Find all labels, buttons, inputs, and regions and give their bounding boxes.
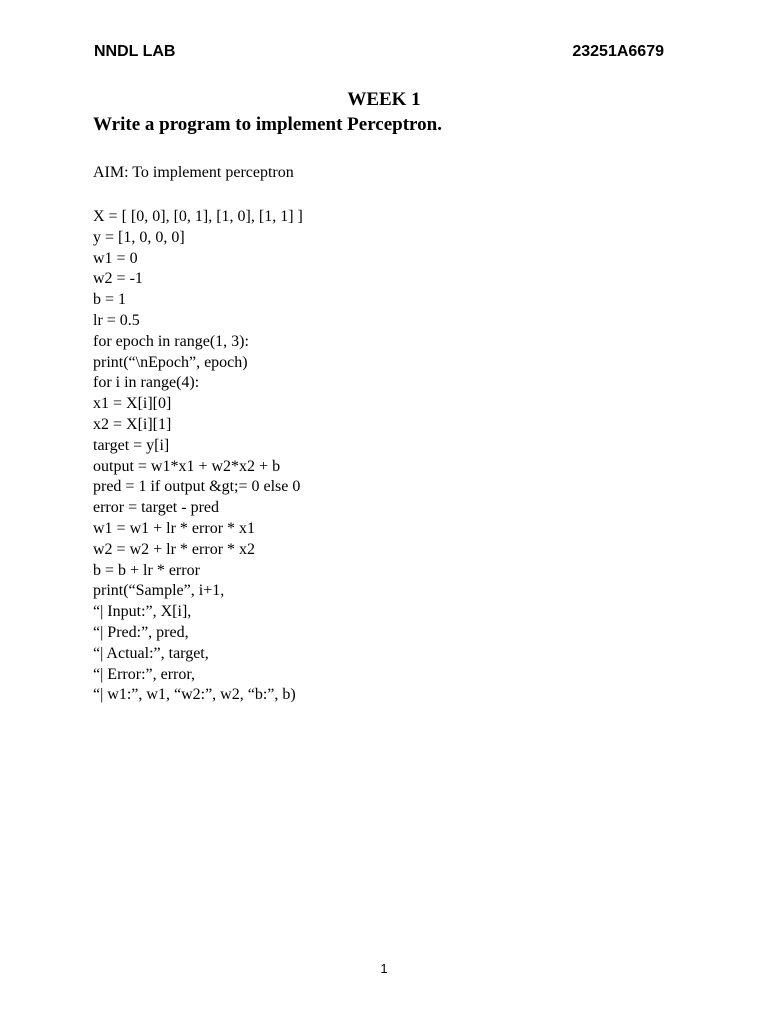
page-number: 1 xyxy=(380,961,388,976)
code-line: x1 = X[i][0] xyxy=(93,395,172,413)
code-line: for epoch in range(1, 3): xyxy=(93,332,249,350)
code-line: “| Error:”, error, xyxy=(93,665,196,683)
code-line: print(“Sample”, i+1, xyxy=(93,582,225,600)
code-line: X = [ [0, 0], [0, 1], [1, 0], [1, 1] ] xyxy=(93,208,303,225)
code-block xyxy=(93,207,303,706)
header-lab-name: NNDL LAB xyxy=(94,43,176,60)
code-line: print(“\nEpoch”, epoch) xyxy=(93,353,248,371)
code-line: output = w1*x1 + w2*x2 + b xyxy=(93,457,281,475)
code-line: w2 = -1 xyxy=(93,270,143,288)
code-line: w1 = w1 + lr * error * x1 xyxy=(93,519,256,537)
code-line: “| w1:”, w1, “w2:”, w2, “b:”, b) xyxy=(93,686,296,704)
code-line: pred = 1 if output &gt;= 0 else 0 xyxy=(93,478,301,496)
code-line: lr = 0.5 xyxy=(93,311,140,329)
task-title: Write a program to implement Perceptron. xyxy=(93,114,442,135)
code-line: “| Actual:”, target, xyxy=(93,644,209,662)
aim-statement: AIM: To implement perceptron xyxy=(93,164,294,181)
code-line: w1 = 0 xyxy=(93,249,138,267)
code-line: “| Pred:”, pred, xyxy=(93,623,189,641)
code-line: b = 1 xyxy=(93,291,127,309)
code-line: “| Input:”, X[i], xyxy=(93,603,192,621)
week-title: WEEK 1 xyxy=(347,89,421,110)
header-roll-number: 23251A6679 xyxy=(572,43,664,60)
code-line: target = y[i] xyxy=(93,436,170,454)
code-line: for i in range(4): xyxy=(93,374,200,392)
code-line: x2 = X[i][1] xyxy=(93,415,172,433)
code-line: b = b + lr * error xyxy=(93,561,200,579)
code-line: w2 = w2 + lr * error * x2 xyxy=(93,540,256,558)
code-line: error = target - pred xyxy=(93,499,219,517)
code-line: y = [1, 0, 0, 0] xyxy=(93,228,185,246)
